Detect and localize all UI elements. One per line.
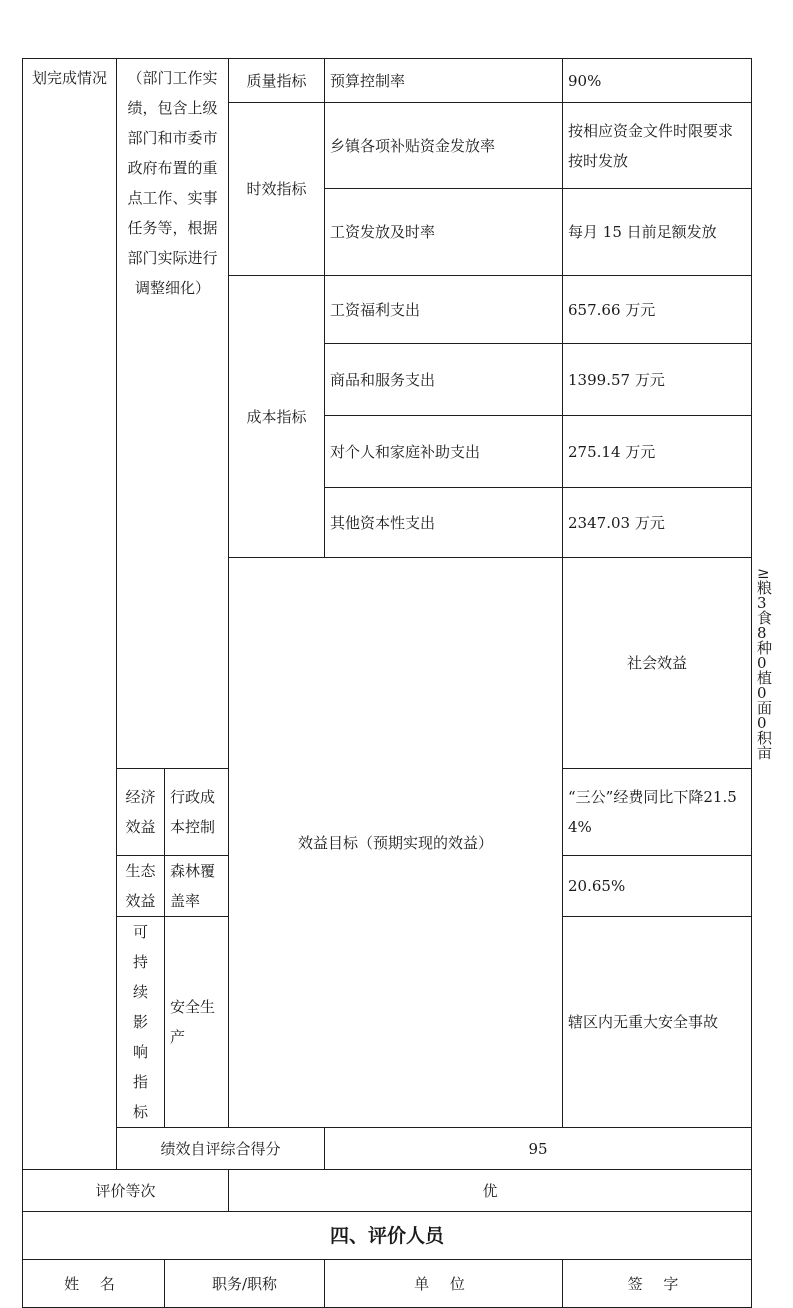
grade-label: 评价等次 xyxy=(23,1170,229,1212)
value-cell: “三公”经费同比下降21.54% xyxy=(563,769,752,856)
table-row: 效益目标（预期实现的效益） 社会效益 粮食种植面积 ≥38000 亩 xyxy=(23,558,752,769)
table-row xyxy=(23,59,752,103)
header-name: 姓 名 xyxy=(23,1260,165,1308)
score-value: 95 xyxy=(325,1128,752,1170)
value-cell: 每月 15 日前足额发放 xyxy=(563,189,752,276)
category-cell: 社会效益 xyxy=(563,558,752,769)
category-cell: 生态效益 xyxy=(117,856,165,917)
indicator-cell: 对个人和家庭补助支出 xyxy=(325,416,563,488)
benefit-label: 效益目标（预期实现的效益） xyxy=(229,558,563,1128)
header-unit: 单 位 xyxy=(325,1260,563,1308)
value-cell: 90% xyxy=(563,59,752,103)
indicator-cell: 工资福利支出 xyxy=(325,276,563,344)
indicator-cell: 工资发放及时率 xyxy=(325,189,563,276)
category-cell: 经济效益 xyxy=(117,769,165,856)
grade-value: 优 xyxy=(229,1170,752,1212)
table-row xyxy=(23,1128,752,1170)
indicator-cell: 商品和服务支出 xyxy=(325,344,563,416)
header-signature: 签 字 xyxy=(563,1260,752,1308)
indicator-cell: 安全生产 xyxy=(165,917,229,1128)
value-cell: 275.14 万元 xyxy=(563,416,752,488)
value-cell: 辖区内无重大安全事故 xyxy=(563,917,752,1128)
category-cell: 质量指标 xyxy=(229,59,325,103)
table-row xyxy=(23,1212,752,1260)
output-note: （部门工作实绩，包含上级部门和市委市政府布置的重点工作、实事任务等，根据部门实际进行调整细化） xyxy=(117,59,229,769)
value-cell: 20.65% xyxy=(563,856,752,917)
value-cell: 按相应资金文件时限要求按时发放 xyxy=(563,103,752,189)
table-row xyxy=(23,1170,752,1212)
indicator-cell: 其他资本性支出 xyxy=(325,488,563,558)
personnel-header-row xyxy=(23,1260,752,1308)
score-label: 绩效自评综合得分 xyxy=(117,1128,325,1170)
indicator-cell: 预算控制率 xyxy=(325,59,563,103)
left-section-label: 划完成情况 xyxy=(23,59,117,1170)
category-cell: 成本指标 xyxy=(229,276,325,558)
category-cell: 可持续影响指标 xyxy=(117,917,165,1128)
indicator-cell: 森林覆盖率 xyxy=(165,856,229,917)
value-cell: 657.66 万元 xyxy=(563,276,752,344)
indicator-cell: 乡镇各项补贴资金发放率 xyxy=(325,103,563,189)
category-cell: 时效指标 xyxy=(229,103,325,276)
value-cell: 1399.57 万元 xyxy=(563,344,752,416)
section-title: 四、评价人员 xyxy=(23,1212,752,1260)
indicator-cell: 行政成本控制 xyxy=(165,769,229,856)
value-cell: 2347.03 万元 xyxy=(563,488,752,558)
performance-table xyxy=(22,58,773,1308)
header-title: 职务/职称 xyxy=(165,1260,325,1308)
